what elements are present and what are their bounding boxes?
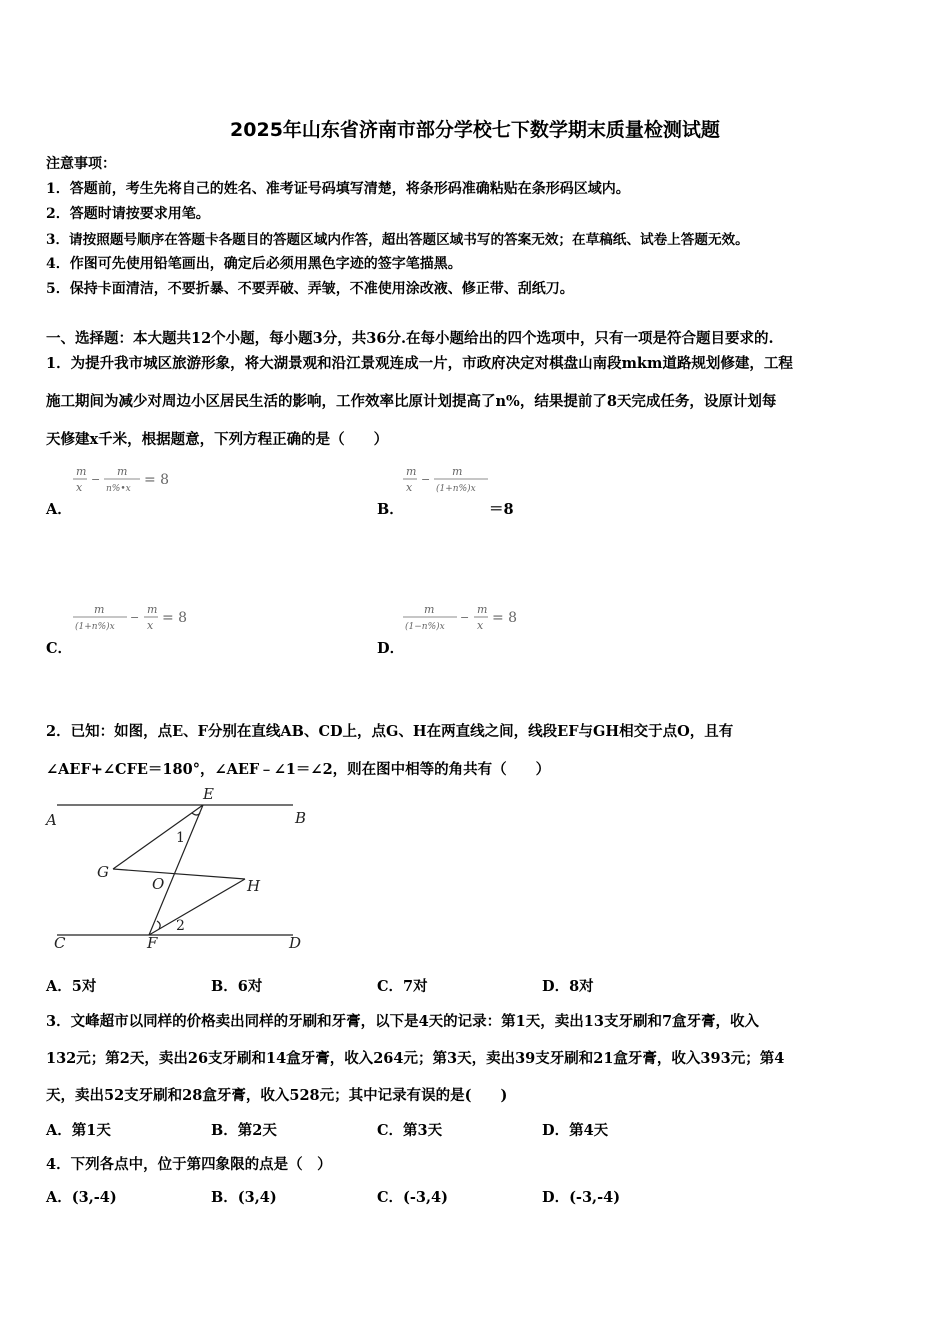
option-b-formula [400,462,510,496]
svg-text:(1+n%)x: (1+n%)x [75,622,115,632]
svg-text:n%•x: n%•x [106,484,131,494]
option-c-formula [70,600,200,636]
geometry-figure [40,782,320,954]
q3-option-b[interactable]: B．第2天 [211,1122,277,1139]
svg-text:x: x [406,481,413,494]
option-b[interactable]: B． [377,501,404,518]
notice-item: 4．作图可先使用铅笔画出，确定后必须用黑色字迹的签字笔描黑。 [46,256,462,272]
svg-text:−: − [460,611,470,624]
option-c[interactable]: C． [46,640,73,657]
q2-option-a[interactable]: A．5对 [46,978,97,995]
label-g: G [97,863,109,881]
label-angle-1: 1 [176,830,185,846]
label-h: H [247,877,261,895]
q2-option-c[interactable]: C．7对 [377,978,428,995]
numerator-m: m [117,465,128,478]
svg-text:m: m [424,603,435,616]
svg-text:−: − [421,473,431,486]
question-1-line: 施工期间为减少对周边小区居民生活的影响，工作效率比原计划提高了n%，结果提前了8天完成任务，设原计划每 [46,393,777,410]
svg-text:m: m [147,603,158,616]
option-b-tail: ＝8 [489,501,514,518]
notice-item: 2．答题时请按要求用笔。 [46,206,210,222]
label-b: B [295,809,307,827]
label-o: O [152,875,165,893]
notice-item: 3．请按照题号顺序在答题卡各题目的答题区域内作答，超出答题区域书写的答案无效；在草稿纸、试卷上答题无效。 [46,232,749,248]
svg-text:−: − [130,611,140,624]
notice-item: 1．答题前，考生先将自己的姓名、准考证号码填写清楚，将条形码准确粘贴在条形码区域内。 [46,181,630,197]
q3-option-d[interactable]: D．第4天 [542,1122,609,1139]
question-3-line: 132元；第2天，卖出26支牙刷和14盒牙膏，收入264元；第3天，卖出39支牙刷和21盒牙膏，收入393元；第4 [46,1050,785,1067]
option-a-formula [70,462,180,496]
svg-text:m: m [406,465,417,478]
notice-heading: 注意事项： [46,156,116,172]
denominator-x: x [76,481,83,494]
option-a[interactable]: A． [46,501,72,518]
svg-text:m: m [452,465,463,478]
question-2-line: 2．已知：如图，点E、F分别在直线AB、CD上，点G、H在两直线之间，线段EF与GH相交于点O，且有 [46,723,734,740]
question-1-line: 天修建x千米，根据题意，下列方程正确的是（ ） [46,431,389,448]
svg-text:= 8: = 8 [492,610,518,626]
label-angle-2: 2 [176,918,185,934]
question-2-line: ∠AEF+∠CFE＝180°，∠AEF﹣∠1＝∠2，则在图中相等的角共有（ ） [46,761,551,778]
svg-text:x: x [147,619,154,632]
q4-option-b[interactable]: B．(3,4) [211,1189,277,1206]
svg-text:m: m [94,603,105,616]
segment-gh [113,869,245,879]
option-d-formula [400,600,530,636]
label-f: F [147,934,158,952]
question-3-line: 天，卖出52支牙刷和28盒牙膏，收入528元；其中记录有误的是( ) [46,1087,508,1104]
page-title: 2025年山东省济南市部分学校七下数学期末质量检测试题 [230,119,720,141]
svg-text:(1+n%)x: (1+n%)x [436,484,476,494]
svg-text:= 8: = 8 [162,610,188,626]
label-c: C [54,934,66,952]
svg-text:(1−n%)x: (1−n%)x [405,622,445,632]
q2-option-b[interactable]: B．6对 [211,978,263,995]
q2-option-d[interactable]: D．8对 [542,978,594,995]
q4-option-a[interactable]: A．(3,-4) [46,1189,117,1206]
svg-text:x: x [477,619,484,632]
question-1-line: 1．为提升我市城区旅游形象，将大湖景观和沿江景观连成一片，市政府决定对棋盘山南段mkm道路规划修建，工程 [46,355,793,372]
label-e: E [203,785,214,803]
numerator-m: m [76,465,87,478]
question-3-line: 3．文峰超市以同样的价格卖出同样的牙刷和牙膏，以下是4天的记录：第1天，卖出13支牙刷和7盒牙膏，收入 [46,1013,760,1030]
label-d: D [289,934,302,952]
angle-2-arc [157,921,160,929]
q3-option-a[interactable]: A．第1天 [46,1122,111,1139]
label-a: A [46,811,57,829]
q3-option-c[interactable]: C．第3天 [377,1122,443,1139]
section-heading: 一、选择题：本大题共12个小题，每小题3分，共36分.在每小题给出的四个选项中，只有一项是符合题目要求的. [46,330,774,347]
svg-text:−: − [91,473,101,486]
svg-text:= 8: = 8 [144,472,170,488]
q4-option-c[interactable]: C．(-3,4) [377,1189,449,1206]
angle-1-arc [192,813,200,815]
notice-item: 5．保持卡面清洁，不要折暴、不要弄破、弄皱，不准使用涂改液、修正带、刮纸刀。 [46,281,574,297]
question-4-line: 4．下列各点中，位于第四象限的点是（ ） [46,1156,332,1173]
q4-option-d[interactable]: D．(-3,-4) [542,1189,621,1206]
svg-text:m: m [477,603,488,616]
option-d[interactable]: D． [377,640,405,657]
